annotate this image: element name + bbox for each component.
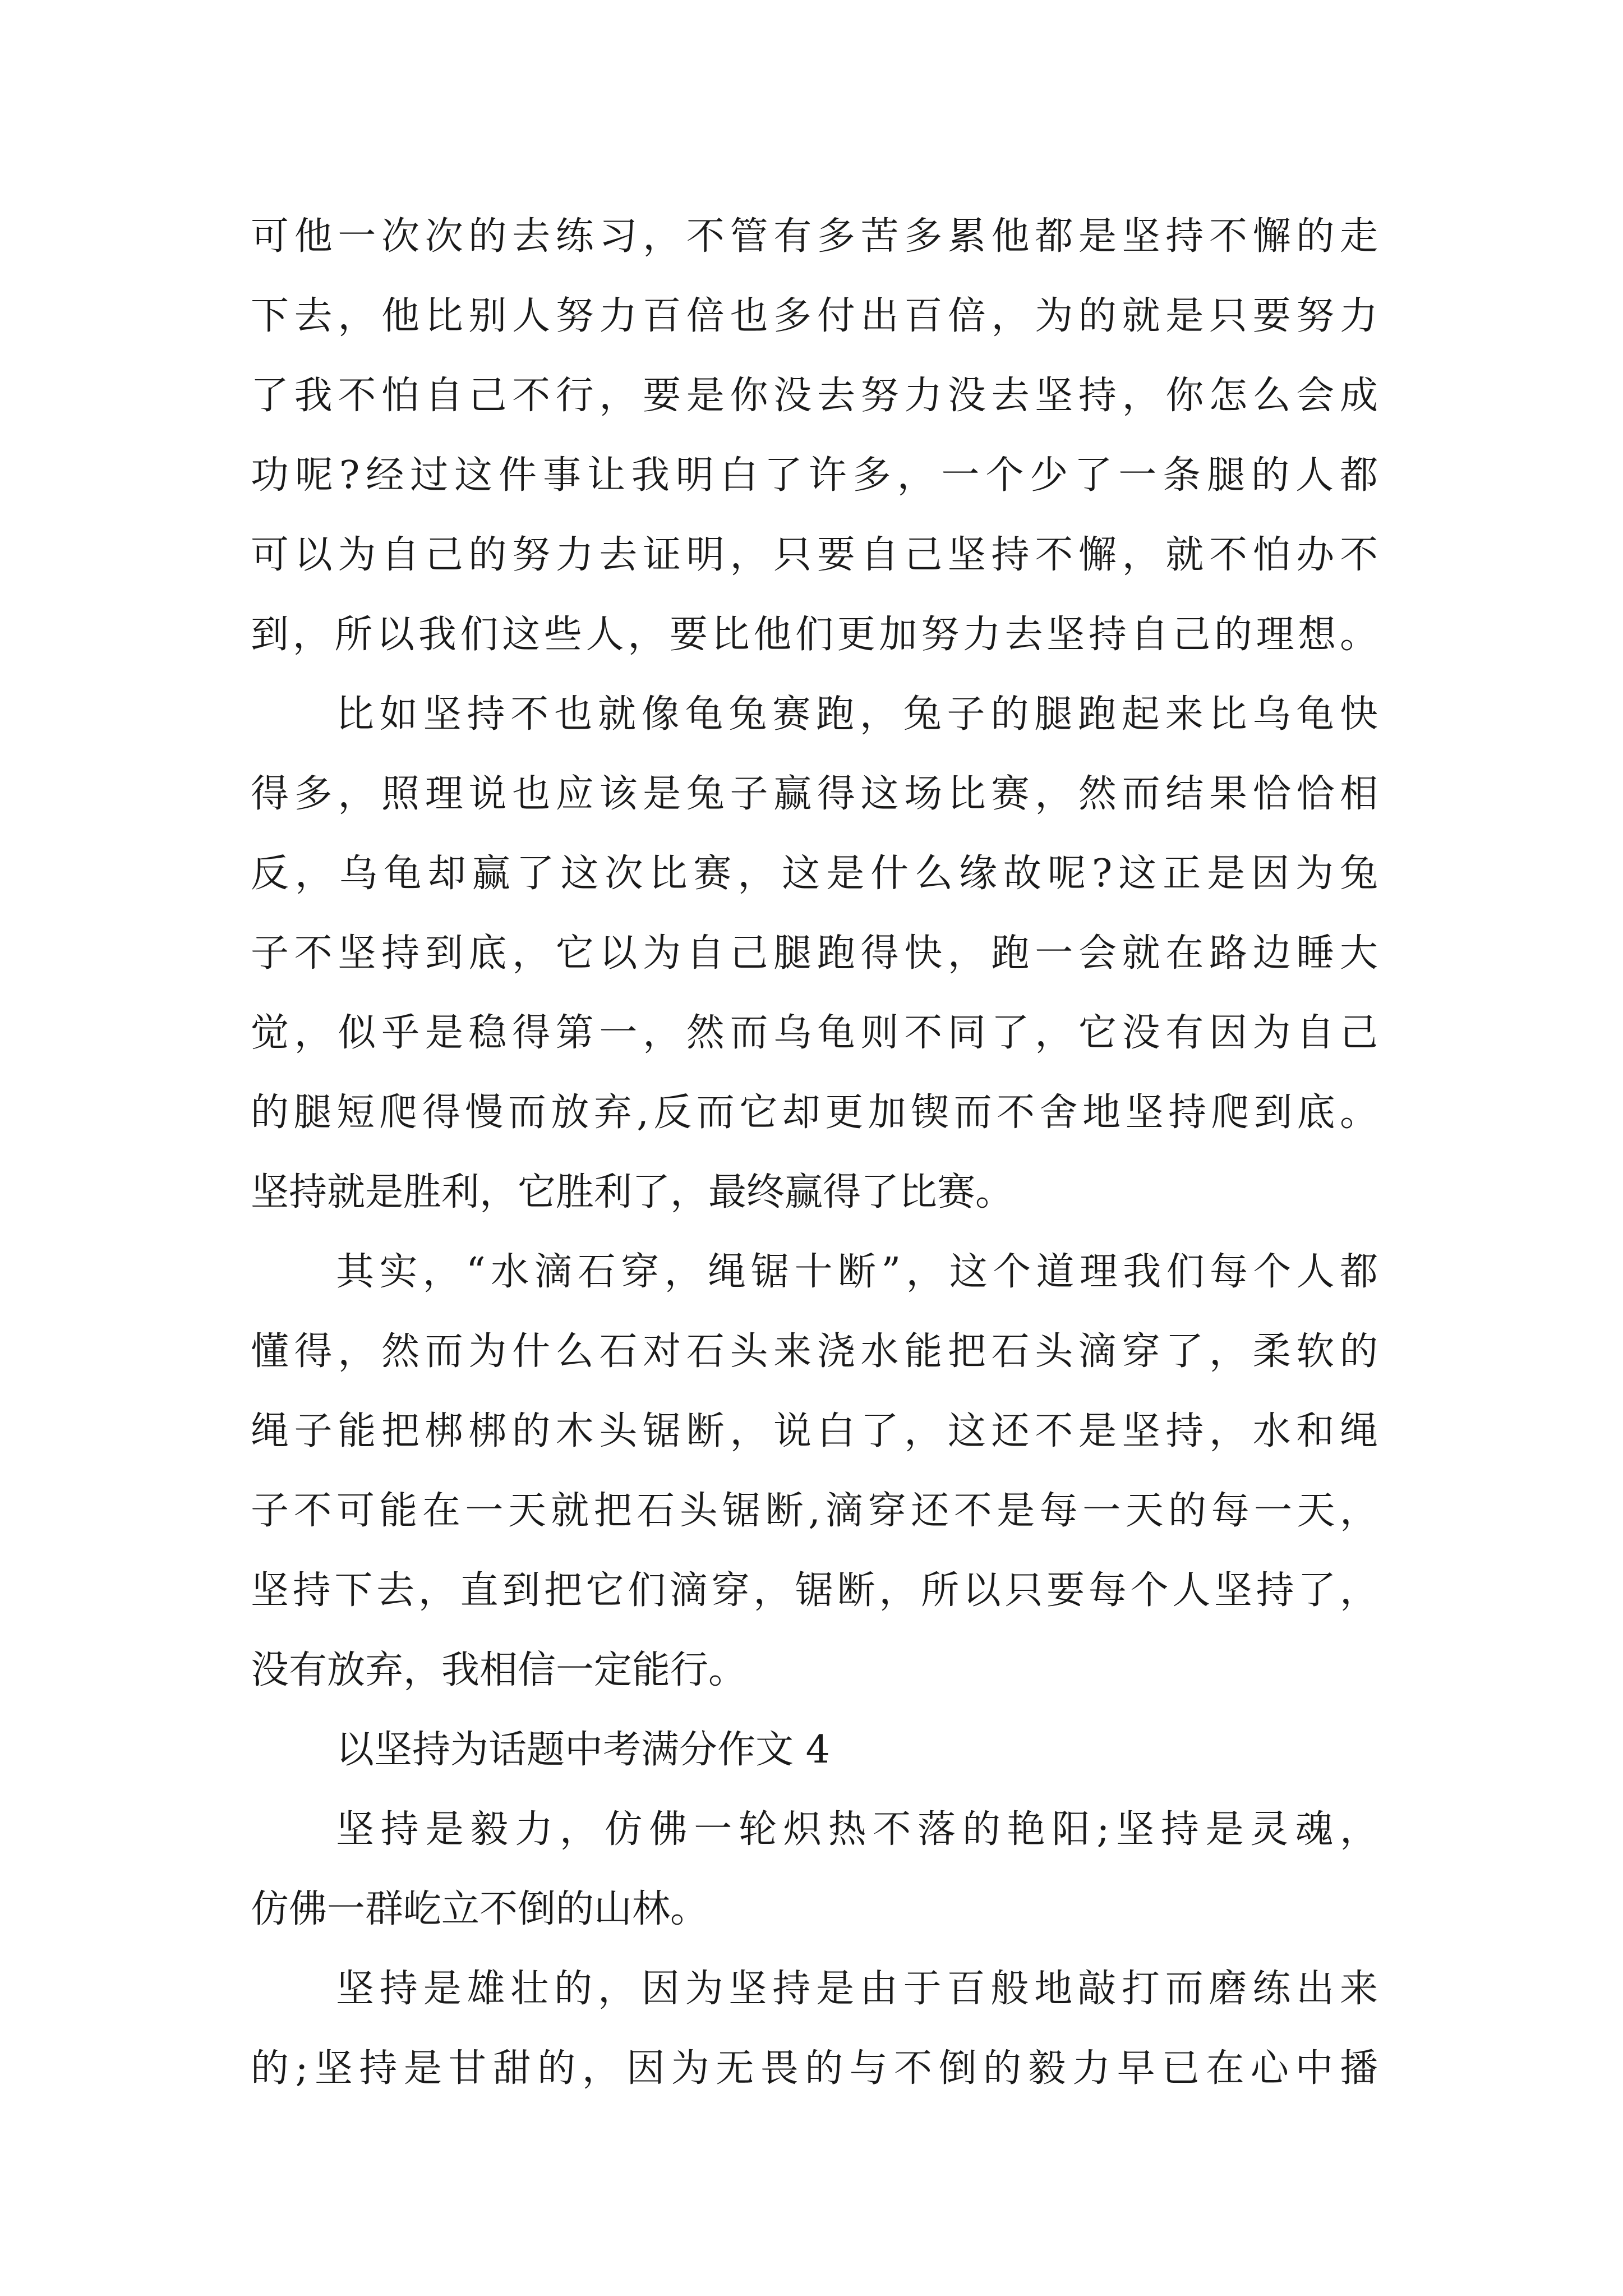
text-line: 的腿短爬得慢而放弃,反而它却更加锲而不舍地坚持爬到底。 bbox=[251, 1091, 1378, 1135]
text-line: 觉，似乎是稳得第一，然而乌龟则不同了，它没有因为自己 bbox=[251, 1011, 1378, 1055]
text-line: 可他一次次的去练习，不管有多苦多累他都是坚持不懈的走 bbox=[251, 214, 1378, 259]
text-line: 得多，照理说也应该是兔子赢得这场比赛，然而结果恰恰相 bbox=[251, 772, 1378, 816]
text-line: 子不可能在一天就把石头锯断,滴穿还不是每一天的每一天， bbox=[251, 1489, 1378, 1533]
text-line: 懂得，然而为什么石对石头来浇水能把石头滴穿了，柔软的 bbox=[251, 1329, 1378, 1374]
text-line: 到，所以我们这些人，要比他们更加努力去坚持自己的理想。 bbox=[251, 613, 1378, 657]
text-line: 功呢?经过这件事让我明白了许多，一个少了一条腿的人都 bbox=[251, 453, 1378, 498]
section-heading: 以坚持为话题中考满分作文 4 bbox=[336, 1728, 830, 1772]
text-line: 反，乌龟却赢了这次比赛，这是什么缘故呢?这正是因为兔 bbox=[251, 852, 1378, 896]
text-line: 可以为自己的努力去证明，只要自己坚持不懈，就不怕办不 bbox=[251, 533, 1378, 577]
text-line: 的;坚持是甘甜的，因为无畏的与不倒的毅力早已在心中播 bbox=[251, 2046, 1378, 2091]
text-line: 绳子能把梆梆的木头锯断，说白了，这还不是坚持，水和绳 bbox=[251, 1409, 1378, 1453]
paragraph-first-line: 比如坚持不也就像龟兔赛跑，兔子的腿跑起来比乌龟快 bbox=[336, 692, 1378, 737]
paragraph-first-line: 坚持是雄壮的，因为坚持是由于百般地敲打而磨练出来 bbox=[336, 1967, 1378, 2011]
text-line: 仿佛一群屹立不倒的山林。 bbox=[251, 1887, 709, 1931]
paragraph-first-line: 坚持是毅力，仿佛一轮炽热不落的艳阳;坚持是灵魂， bbox=[336, 1807, 1378, 1852]
text-line: 子不坚持到底，它以为自己腿跑得快，跑一会就在路边睡大 bbox=[251, 931, 1378, 976]
text-line: 坚持下去，直到把它们滴穿，锯断，所以只要每个人坚持了， bbox=[251, 1568, 1378, 1613]
text-line: 没有放弃，我相信一定能行。 bbox=[251, 1648, 747, 1692]
text-line: 坚持就是胜利，它胜利了，最终赢得了比赛。 bbox=[251, 1170, 1014, 1214]
text-line: 下去，他比别人努力百倍也多付出百倍，为的就是只要努力 bbox=[251, 294, 1378, 338]
text-line: 了我不怕自己不行，要是你没去努力没去坚持，你怎么会成 bbox=[251, 374, 1378, 418]
paragraph-first-line: 其实，“水滴石穿，绳锯十断”，这个道理我们每个人都 bbox=[336, 1250, 1378, 1294]
